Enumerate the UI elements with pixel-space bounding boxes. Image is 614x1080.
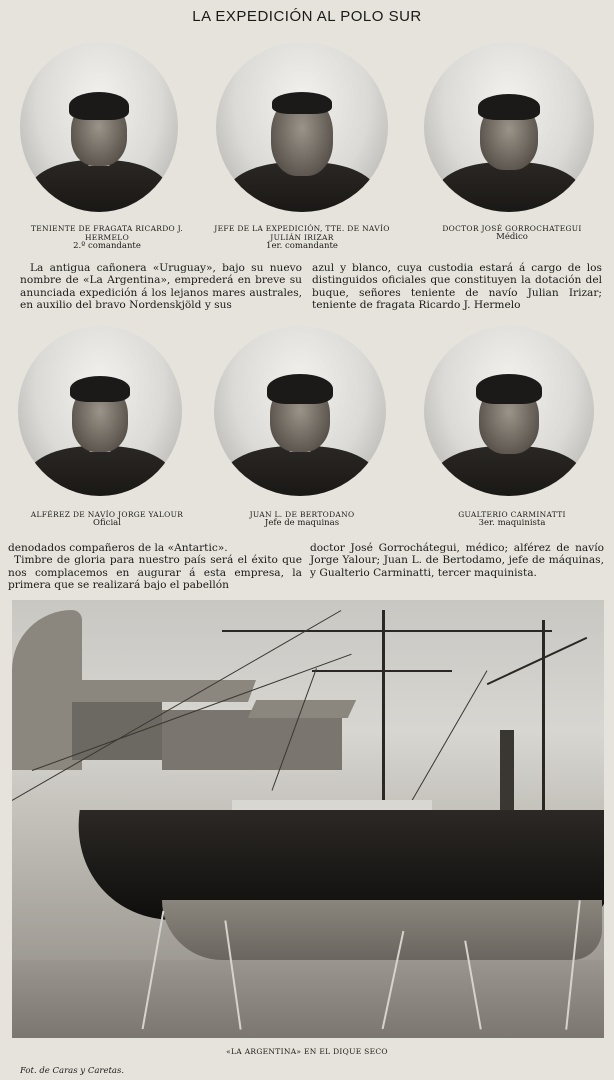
portrait-hermelo (20, 42, 178, 212)
caption-gorrochategui (420, 224, 604, 242)
page-title: LA EXPEDICIÓN AL POLO SUR (192, 8, 422, 25)
portrait-bertodano (214, 326, 386, 496)
caption-irizar (200, 224, 404, 251)
ship-photo (12, 600, 604, 1038)
article-col1-top: La antigua cañonera «Uruguay», bajo su nuevo nombre de «La Argentina», emprederá en breve su anunciada expedición á los lejanos mares australes, en auxilio del bravo Nordenskjöld y sus (20, 262, 302, 312)
caption-irizar-name: JEFE DE LA EXPEDICIÓN, TTE. DE NAVÍO (214, 224, 390, 233)
article-col2-top: azul y blanco, cuya custodia estará á cargo de los distinguidos oficiales que constituyen la dotación del buque, señores teniente de navío Julian Irizar; teniente de fragata Ricardo J. Hermelo (312, 262, 602, 312)
caption-hermelo-name: TENIENTE DE FRAGATA RICARDO J. (30, 224, 184, 233)
caption-yalour (12, 510, 202, 528)
caption-irizar-name2: JULIÁN IRIZAR (270, 233, 334, 242)
caption-yalour-name: ALFÉREZ DE NAVÍO JORGE YALOUR (30, 510, 184, 519)
caption-hermelo-role: 2.º comandante (73, 241, 141, 251)
photo-credit: Fot. de Caras y Caretas. (20, 1066, 125, 1076)
caption-hermelo (12, 224, 202, 251)
article-col1-bottom-p2: Timbre de gloria para nuestro país será el éxito que nos complacemos en augurar á esta empresa, la primera que se realizará bajo el pabellón (8, 554, 302, 592)
caption-gorrochategui-role: Médico (496, 232, 528, 242)
caption-irizar-role: 1er. comandante (266, 241, 338, 251)
caption-bertodano-name: JUAN L. DE BERTODANO (249, 510, 355, 519)
portrait-yalour (18, 326, 182, 496)
photo-caption: «LA ARGENTINA» EN EL DIQUE SECO (226, 1047, 388, 1056)
caption-carminatti-name: GUALTERIO CARMINATTI (458, 510, 566, 519)
article-col1-bottom (8, 542, 302, 592)
caption-yalour-role: Oficial (93, 518, 121, 528)
caption-carminatti-role: 3er. maquinista (478, 518, 546, 528)
caption-gorrochategui-name: DOCTOR JOSÉ GORROCHATEGUI (442, 224, 582, 233)
portrait-irizar (216, 42, 388, 212)
article-col2-bottom: doctor José Gorrochátegui, médico; alférez de navío Jorge Yalour; Juan L. de Bertodamo, jefe de máquinas, y Gualterio Carminatti, tercer maquinista. (310, 542, 604, 579)
portrait-carminatti (424, 326, 594, 496)
caption-carminatti (420, 510, 604, 528)
caption-hermelo-name2: HERMELO (84, 233, 130, 242)
caption-bertodano (210, 510, 394, 528)
portrait-gorrochategui (424, 42, 594, 212)
funnel-shape (500, 730, 514, 810)
caption-bertodano-role: Jefe de maquinas (264, 518, 340, 528)
article-col1-bottom-p1: denodados compañeros de la «Antartic». (8, 542, 228, 554)
